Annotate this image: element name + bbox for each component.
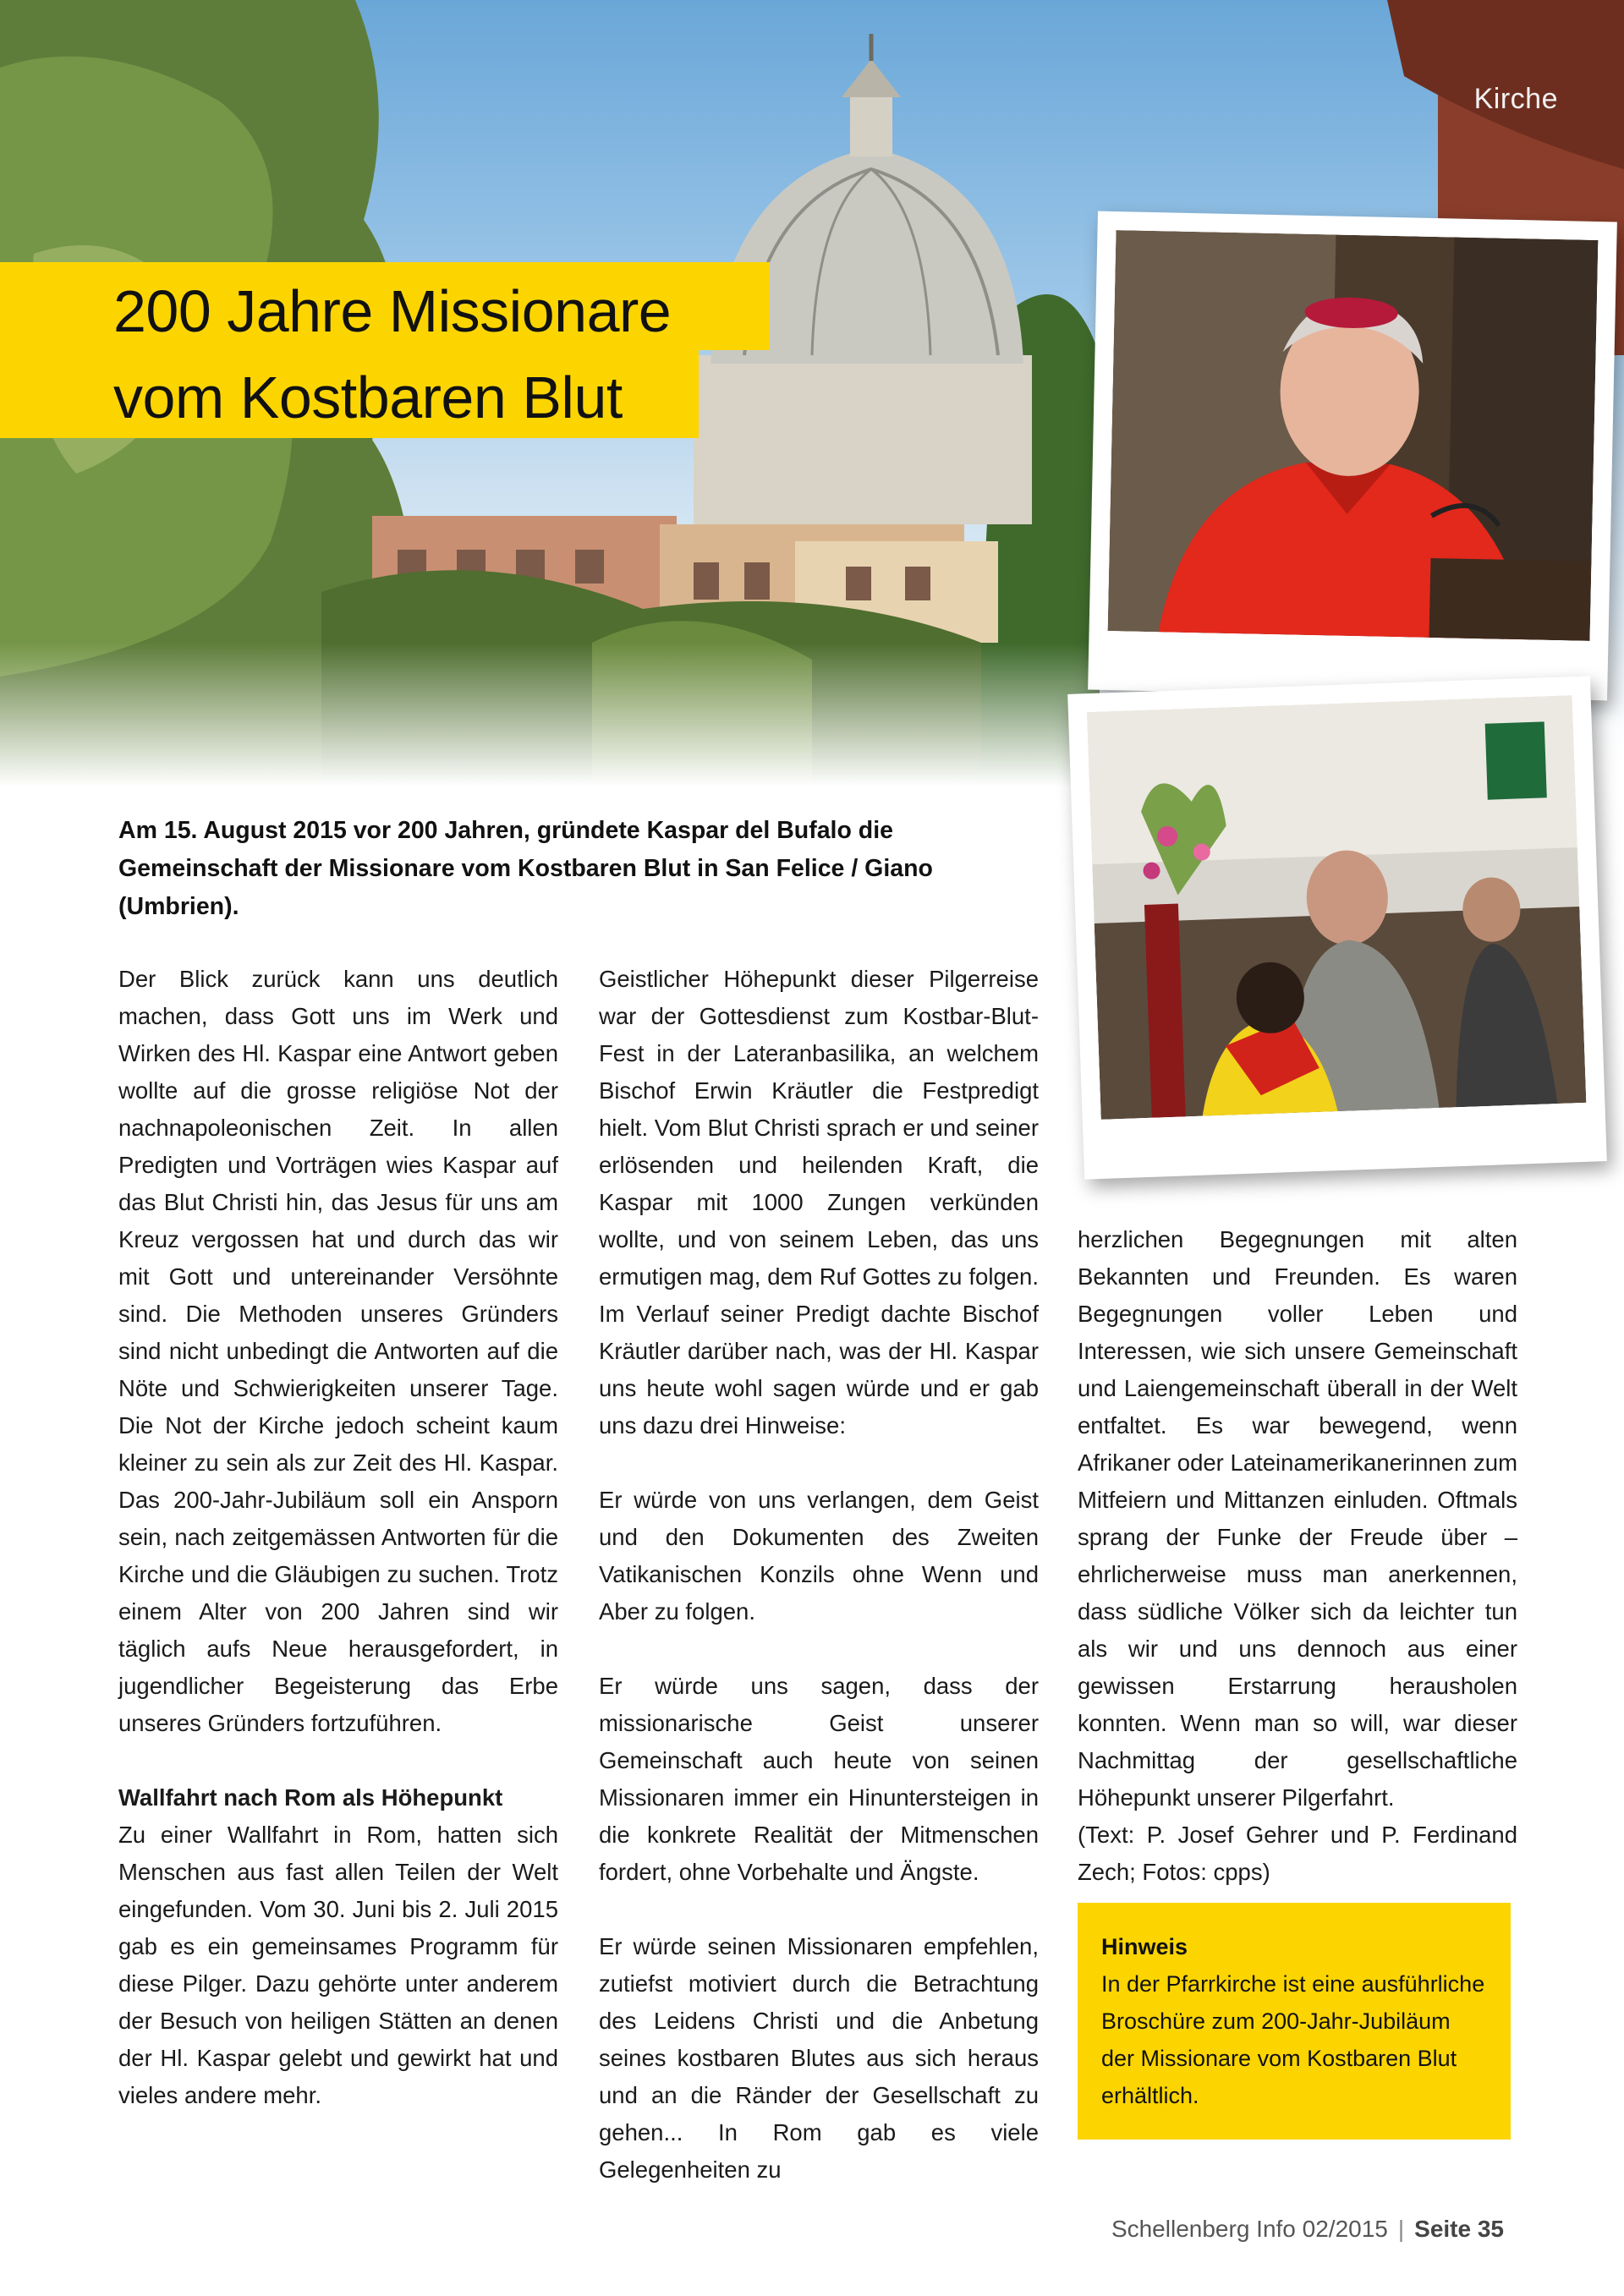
col1-paragraph-2: Zu einer Wallfahrt in Rom, hatten sich Menschen aus fast allen Teilen der Welt eingefunden. Vom 30. Juni bis 2. Juli 2015 gab es ein gemeinsames Programm für diese Pilger. Dazu gehörte unter anderem der Besuch von heiligen Stätten an denen der Hl. Kaspar gelebt und gewirkt hat und vieles andere mehr. — [118, 1822, 558, 2108]
hinweis-box — [1078, 1903, 1511, 2140]
text-column-3 — [1078, 1221, 1517, 1891]
col2-paragraph-2: Er würde von uns verlangen, dem Geist und den Dokumenten des Zweiten Vatikanischen Konzils ohne Wenn und Aber zu folgen. — [599, 1487, 1039, 1625]
hinweis-title: Hinweis — [1101, 1934, 1188, 1959]
col2-paragraph-1: Geistlicher Höhepunkt dieser Pilgerreise war der Gottesdienst zum Kostbar-Blut-Fest in der Lateranbasilika, an welchem Bischof Erwin Kräutler die Festpredigt hielt. Vom Blut Christi sprach er und seiner erlösenden und heilenden Kraft, die Kaspar mit 1000 Zungen verkünden wollte, und von seinem Leben, das uns ermutigen mag, dem Ruf Gottes zu folgen. Im Verlauf seiner Predigt dachte Bischof Kräutler darüber nach, was der Hl. Kaspar uns heute wohl sagen würde und er gab uns dazu drei Hinweise: — [599, 966, 1039, 1438]
footer-publication: Schellenberg Info 02/2015 — [1111, 2216, 1388, 2242]
subhead-wallfahrt: Wallfahrt nach Rom als Höhepunkt — [118, 1784, 503, 1811]
col2-paragraph-4: Er würde seinen Missionaren empfehlen, zutiefst motiviert durch die Betrachtung des Leidens Christi und die Anbetung seines kostbaren Blutes aus sich heraus und an die Ränder der Gesellschaft zu gehen... In Rom gab es viele Gelegenheiten zu — [599, 1933, 1039, 2183]
hinweis-text: In der Pfarrkirche ist eine ausführliche Broschüre zum 200-Jahr-Jubiläum der Missionare vom Kostbaren Blut erhältlich. — [1101, 1971, 1485, 2108]
pilgrims-illustration — [1087, 695, 1586, 1120]
page-title-line1: 200 Jahre Missionare — [113, 278, 672, 344]
text-column-1 — [118, 961, 558, 2114]
page-footer — [1111, 2216, 1504, 2243]
page-title-line2: vom Kostbaren Blut — [113, 364, 623, 430]
section-label: Kirche — [1473, 83, 1558, 115]
col2-paragraph-3: Er würde uns sagen, dass der missionarische Geist unserer Gemeinschaft auch heute von seinen Missionaren immer ein Hinuntersteigen in die konkrete Realität der Mitmenschen fordert, ohne Vorbehalte und Ängste. — [599, 1673, 1039, 1885]
col3-paragraph-1: herzlichen Begegnungen mit alten Bekannten und Freunden. Es waren Begegnungen voller Leben und Interessen, wie sich unsere Gemeinschaft und Laiengemeinschaft überall in der Welt entfaltet. Es war bewegend, wenn Afrikaner oder Lateinamerikanerinnen zum Mitfeiern und Mittanzen einluden. Oftmals sprang der Funke der Freude über – ehrlicherweise muss man anerkennen, dass südliche Völker sich da leichter tun als wir und uns dennoch aus einer gewissen Erstarrung herausholen konnten. Wenn man so will, war dieser Nachmittag der gesellschaftliche Höhepunkt unserer Pilgerfahrt. — [1078, 1226, 1517, 1811]
footer-separator: | — [1397, 2216, 1405, 2242]
col1-paragraph-1: Der Blick zurück kann uns deutlich machen, dass Gott uns im Werk und Wirken des Hl. Kaspar eine Antwort geben wollte auf die grosse religiöse Not der nachnapoleonischen Zeit. In allen Predigten und Vorträgen wies Kaspar auf das Blut Christi hin, das Jesus für uns am Kreuz vergossen hat und durch das wir mit Gott und untereinander Versöhnte sind. Die Methoden unseres Gründers sind nicht unbedingt die Antworten auf die Nöte und Schwierigkeiten unserer Tage. Die Not der Kirche jedoch scheint kaum kleiner zu sein als zur Zeit des Hl. Kaspar. Das 200-Jahr-Jubiläum soll ein Ansporn sein, nach zeitgemässen Antworten für die Kirche und die Gläubigen zu suchen. Trotz einem Alter von 200 Jahren sind wir täglich aufs Neue herausgefordert, in jugendlicher Begeisterung das Erbe unseres Gründers fortzuführen. — [118, 966, 558, 1736]
photo-pilgrims-ceremony — [1067, 676, 1607, 1179]
lead-paragraph: Am 15. August 2015 vor 200 Jahren, gründete Kaspar del Bufalo die Gemeinschaft der Missionare vom Kostbaren Blut in San Felice / Giano (Umbrien). — [118, 817, 933, 920]
photo-text-credit: (Text: P. Josef Gehrer und P. Ferdinand Zech; Fotos: cpps) — [1078, 1822, 1517, 1885]
footer-page-number: Seite 35 — [1414, 2216, 1504, 2242]
text-column-2 — [599, 961, 1039, 2189]
bishop-illustration — [1108, 230, 1599, 641]
photo-bishop-preaching — [1088, 211, 1617, 701]
